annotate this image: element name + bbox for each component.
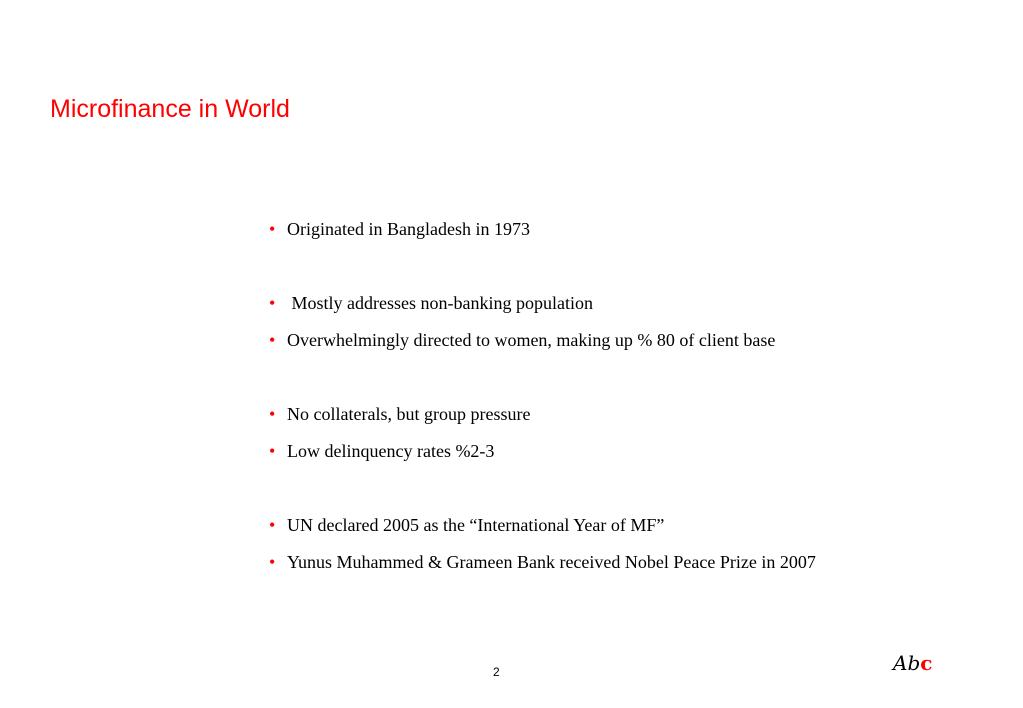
bullet-item xyxy=(269,400,530,428)
bullet-icon: • xyxy=(269,330,276,350)
bullet-item xyxy=(269,511,664,539)
bullet-text: Overwhelmingly directed to women, making up % 80 of client base xyxy=(287,330,776,350)
logo-letter-a: A xyxy=(893,651,908,675)
bullet-item xyxy=(269,437,494,465)
bullet-item xyxy=(269,548,816,576)
bullet-item xyxy=(269,289,593,317)
bullet-item xyxy=(269,215,530,243)
bullet-text: Originated in Bangladesh in 1973 xyxy=(287,219,530,239)
bullet-icon: • xyxy=(269,515,276,535)
footer-logo xyxy=(893,650,932,676)
bullet-text: Yunus Muhammed & Grameen Bank received Nobel Peace Prize in 2007 xyxy=(287,552,816,572)
bullet-icon: • xyxy=(269,219,276,239)
bullet-icon: • xyxy=(269,552,276,572)
bullet-item xyxy=(269,326,775,354)
page-number: 2 xyxy=(493,665,500,679)
bullet-text: No collaterals, but group pressure xyxy=(287,404,531,424)
logo-letter-b: b xyxy=(907,651,921,675)
logo-letter-c: c xyxy=(920,651,933,675)
slide-title: Microfinance in World xyxy=(50,95,290,123)
bullet-text: Low delinquency rates %2-3 xyxy=(287,441,495,461)
bullet-text: Mostly addresses non-banking population xyxy=(287,293,593,313)
bullet-text: UN declared 2005 as the “International Year of MF” xyxy=(287,515,665,535)
bullet-icon: • xyxy=(269,441,276,461)
bullet-icon: • xyxy=(269,404,276,424)
bullet-icon: • xyxy=(269,293,276,313)
